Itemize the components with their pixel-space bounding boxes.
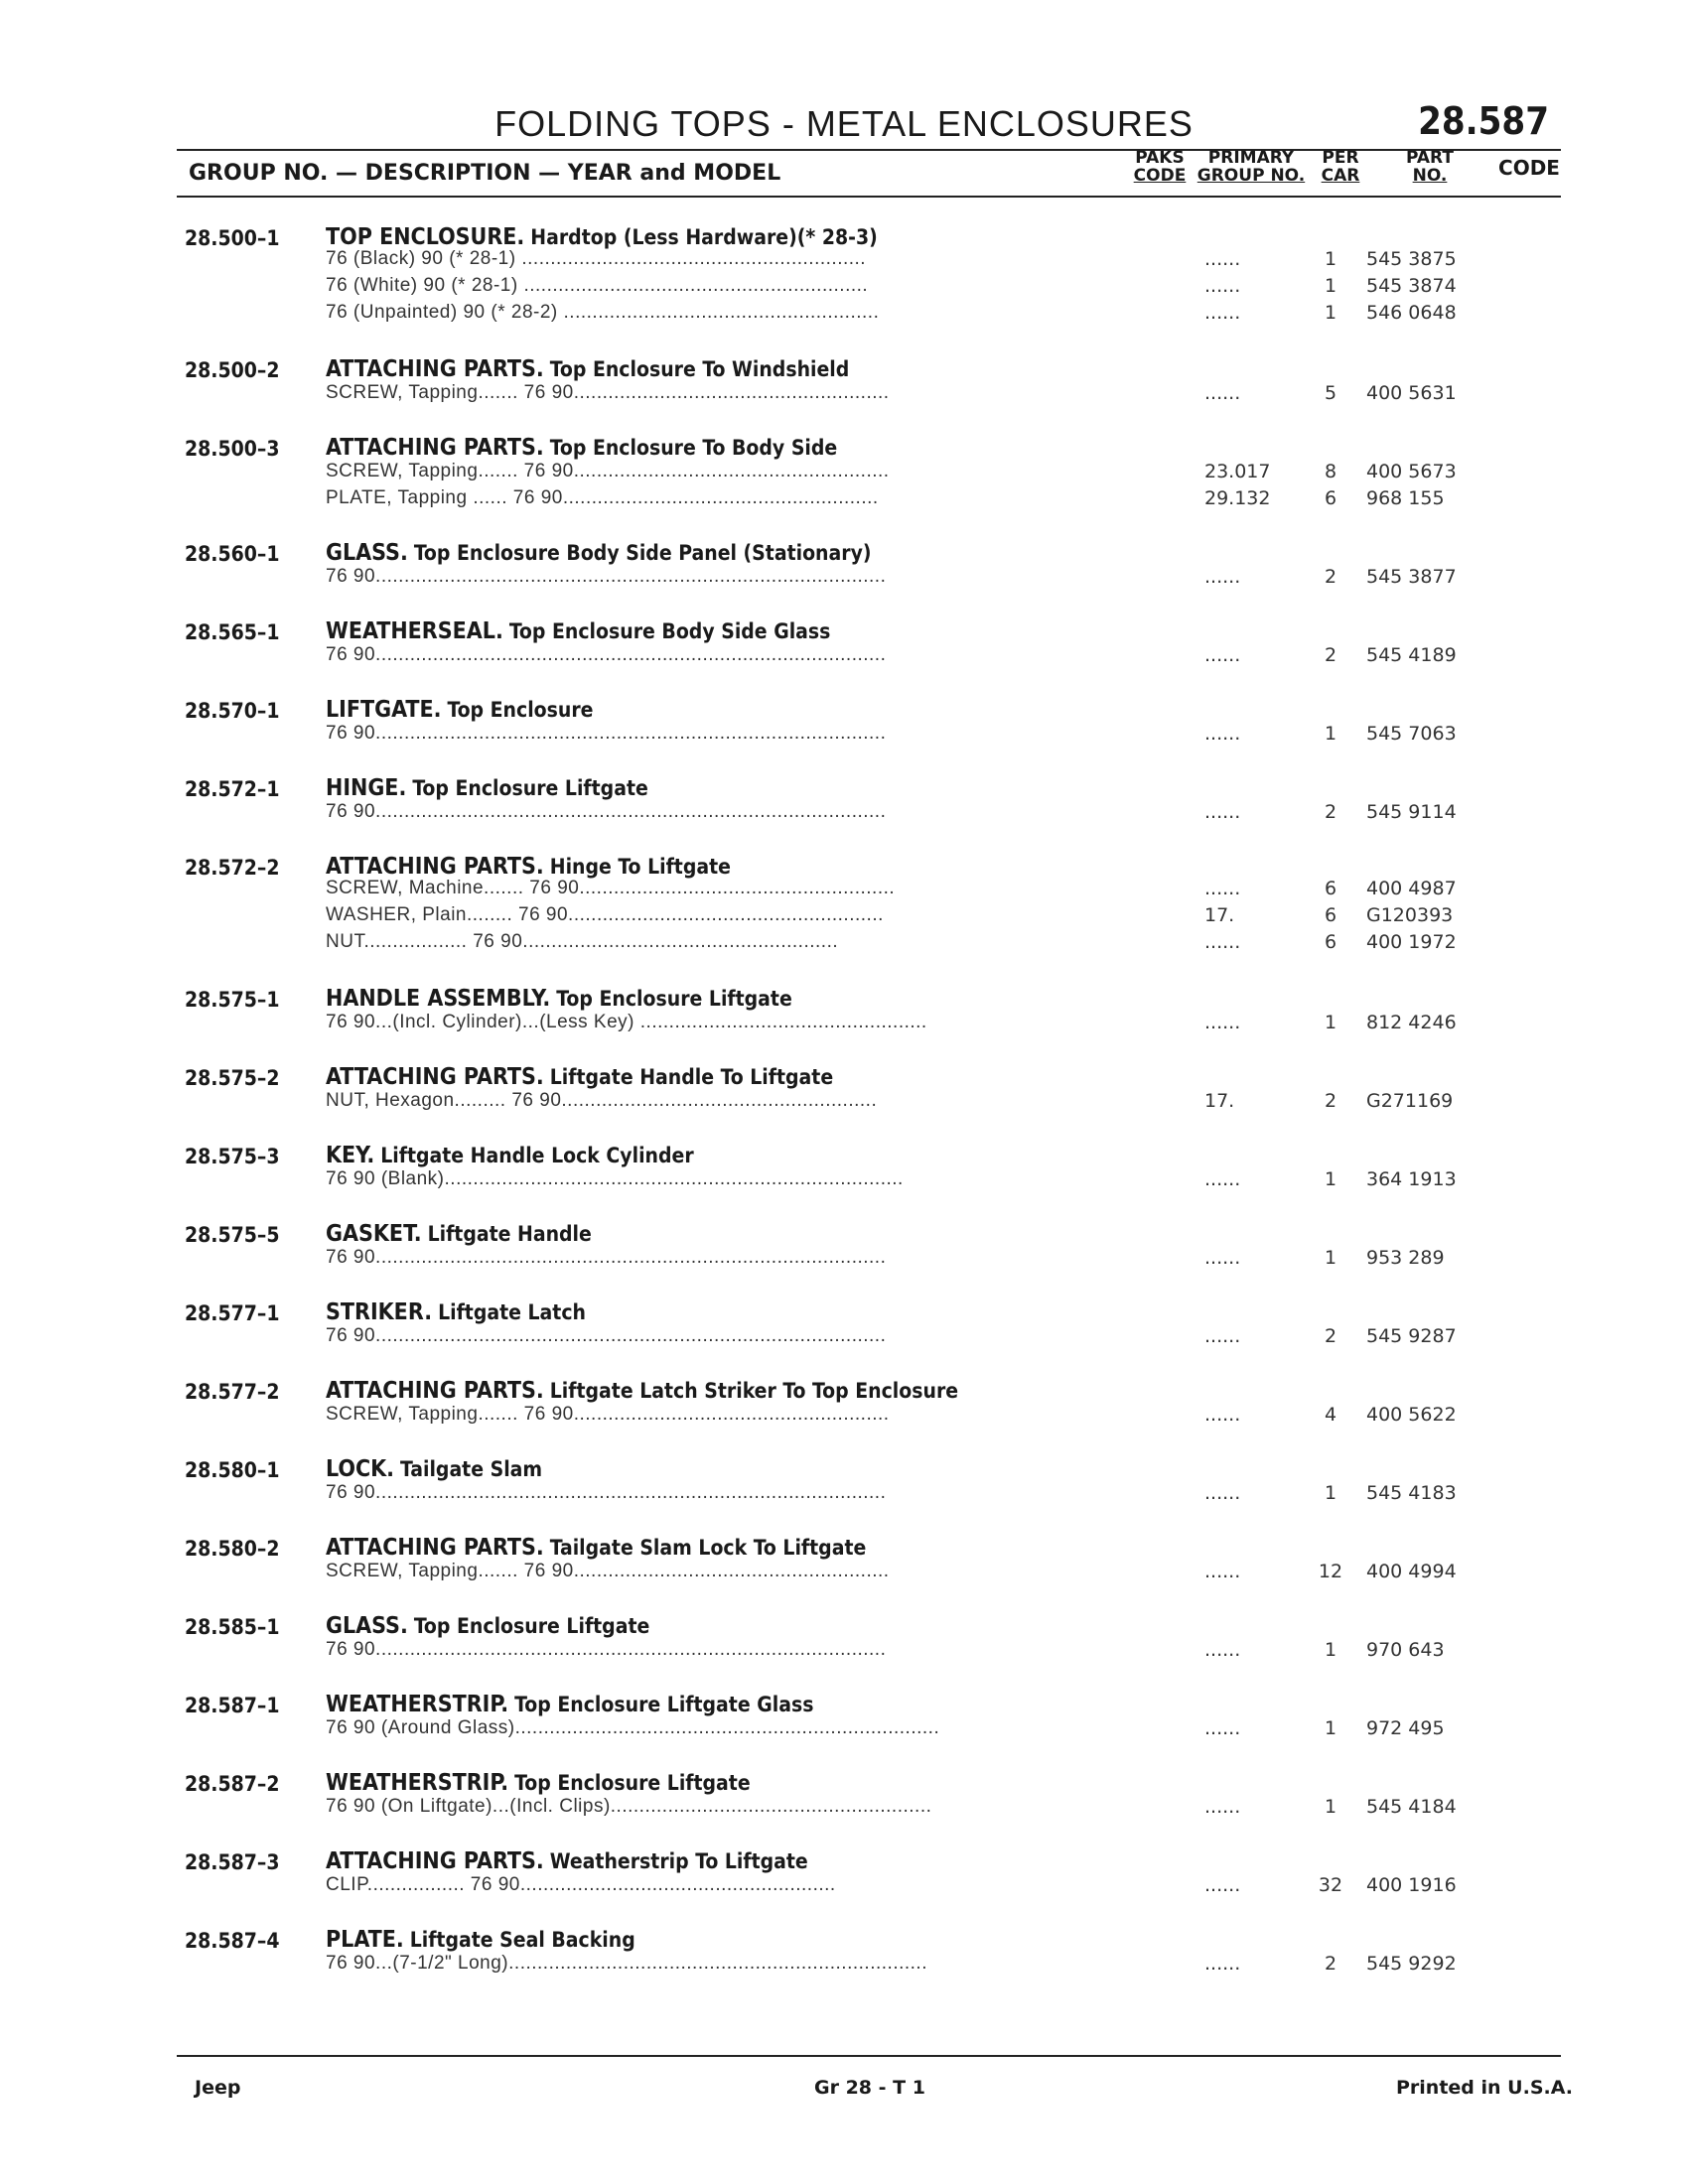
entry-name: HANDLE ASSEMBLY. — [326, 986, 551, 1012]
entry-description: Top Enclosure Liftgate — [514, 1771, 751, 1795]
group-number: 28.500–1 — [185, 226, 280, 250]
line-description: SCREW, Tapping....... 76 90....................................................... — [326, 1561, 890, 1581]
column-header-row — [0, 149, 1688, 195]
line-description: 76 90 (Around Glass).......................................................................... — [326, 1717, 940, 1738]
entry-description: Tailgate Slam Lock To Liftgate — [549, 1536, 867, 1560]
line-description: CLIP................. 76 90....................................................... — [326, 1874, 836, 1895]
entry-title — [326, 435, 837, 461]
part-line — [326, 904, 1557, 931]
part-no: 812 4246 — [1366, 1012, 1457, 1033]
primary-group-no: ...... — [1204, 931, 1241, 953]
part-no: 364 1913 — [1366, 1168, 1457, 1190]
entry-title — [326, 1143, 694, 1168]
per-car: 2 — [1324, 644, 1337, 666]
line-description: 76 90......................................................................................... — [326, 566, 887, 587]
parts-entry — [0, 1772, 1688, 1850]
parts-entry — [0, 1694, 1688, 1772]
group-number: 28.575–1 — [185, 988, 280, 1012]
primary-group-no: 23.017 — [1204, 461, 1271, 482]
line-description: 76 90......................................................................................... — [326, 644, 887, 665]
part-no: 546 0648 — [1366, 302, 1457, 324]
group-number: 28.587–4 — [185, 1929, 280, 1953]
entry-name: HINGE. — [326, 775, 407, 801]
entry-description: Liftgate Latch Striker To Top Enclosure — [549, 1379, 959, 1403]
per-car: 1 — [1324, 302, 1337, 324]
part-line — [326, 1325, 1557, 1352]
part-line — [326, 487, 1557, 514]
entry-title — [326, 1378, 958, 1404]
per-car: 2 — [1324, 801, 1337, 823]
part-line — [326, 1012, 1557, 1038]
primary-group-no: ...... — [1204, 382, 1241, 404]
per-car: 2 — [1324, 566, 1337, 588]
group-number: 28.585–1 — [185, 1615, 280, 1639]
parts-entry — [0, 1066, 1688, 1145]
primary-group-no: ...... — [1204, 1482, 1241, 1504]
per-car: 1 — [1324, 1012, 1337, 1033]
part-line — [326, 723, 1557, 750]
header-bottom-rule — [177, 196, 1561, 198]
part-line — [326, 566, 1557, 593]
entry-name: KEY. — [326, 1143, 375, 1168]
part-no: 400 4994 — [1366, 1561, 1457, 1582]
entry-name: ATTACHING PARTS. — [326, 1378, 544, 1404]
header-primary-line1: PRIMARY — [1207, 148, 1295, 168]
entry-description: Top Enclosure Liftgate — [413, 1614, 650, 1638]
part-no: 400 1972 — [1366, 931, 1457, 953]
group-number: 28.580–1 — [185, 1458, 280, 1482]
group-number: 28.572–2 — [185, 856, 280, 880]
part-no: G271169 — [1366, 1090, 1454, 1112]
header-code: CODE — [1498, 156, 1560, 180]
part-no: 968 155 — [1366, 487, 1445, 509]
parts-entry — [0, 856, 1688, 988]
part-no: 545 3874 — [1366, 275, 1457, 297]
header-primary-group — [1196, 149, 1306, 185]
header-description: GROUP NO. — DESCRIPTION — YEAR and MODEL — [189, 161, 781, 186]
entry-name: PLATE. — [326, 1927, 404, 1953]
entry-description: Top Enclosure Liftgate Glass — [514, 1693, 814, 1716]
parts-entry — [0, 1301, 1688, 1380]
line-description: PLATE, Tapping ...... 76 90....................................................... — [326, 487, 879, 508]
primary-group-no: ...... — [1204, 1247, 1241, 1269]
entry-title — [326, 356, 849, 382]
header-per-line1: PER — [1322, 148, 1359, 168]
per-car: 1 — [1324, 723, 1337, 745]
part-line — [326, 1482, 1557, 1509]
part-line — [326, 302, 1557, 329]
line-description: NUT, Hexagon......... 76 90....................................................... — [326, 1090, 878, 1111]
entry-description: Liftgate Handle To Liftgate — [549, 1065, 834, 1089]
primary-group-no: ...... — [1204, 1012, 1241, 1033]
entry-description: Liftgate Seal Backing — [409, 1928, 635, 1952]
line-description: SCREW, Machine....... 76 90....................................................... — [326, 878, 896, 898]
entry-name: GASKET. — [326, 1221, 422, 1247]
part-no: 953 289 — [1366, 1247, 1445, 1269]
entry-title — [326, 1770, 751, 1796]
line-description: 76 90......................................................................................... — [326, 801, 887, 822]
per-car: 4 — [1324, 1404, 1337, 1426]
part-no: 545 9292 — [1366, 1953, 1457, 1975]
group-number: 28.500–2 — [185, 358, 280, 382]
group-number: 28.575–2 — [185, 1066, 280, 1090]
parts-entry — [0, 1380, 1688, 1458]
part-no: G120393 — [1366, 904, 1454, 926]
line-description: SCREW, Tapping....... 76 90....................................................... — [326, 382, 890, 403]
parts-entry — [0, 437, 1688, 542]
parts-entry — [0, 1145, 1688, 1223]
part-line — [326, 1090, 1557, 1117]
entry-name: WEATHERSTRIP. — [326, 1692, 509, 1717]
primary-group-no: ...... — [1204, 878, 1241, 899]
line-description: 76 90 (On Liftgate)...(Incl. Clips)........................................................ — [326, 1796, 932, 1817]
part-line — [326, 461, 1557, 487]
per-car: 2 — [1324, 1325, 1337, 1347]
parts-entry — [0, 1929, 1688, 2007]
primary-group-no: ...... — [1204, 1874, 1241, 1896]
group-number: 28.575–5 — [185, 1223, 280, 1247]
parts-entry — [0, 988, 1688, 1066]
line-description: 76 90 (Blank)................................................................................ — [326, 1168, 904, 1189]
entry-description: Liftgate Handle Lock Cylinder — [380, 1144, 694, 1167]
line-description: SCREW, Tapping....... 76 90....................................................... — [326, 461, 890, 481]
entry-description: Top Enclosure Body Side Panel (Stationary) — [413, 541, 872, 565]
primary-group-no: ...... — [1204, 801, 1241, 823]
part-no: 545 4184 — [1366, 1796, 1457, 1818]
footer-printed: Printed in U.S.A. — [1396, 2077, 1573, 2099]
part-no: 545 7063 — [1366, 723, 1457, 745]
footer-brand: Jeep — [195, 2077, 241, 2099]
line-description: 76 90...(Incl. Cylinder)...(Less Key) .................................................. — [326, 1012, 927, 1032]
header-primary-line2: GROUP NO. — [1196, 166, 1306, 186]
line-description: 76 90......................................................................................... — [326, 1639, 887, 1660]
per-car: 2 — [1324, 1090, 1337, 1112]
entry-title — [326, 854, 731, 880]
parts-entry — [0, 1615, 1688, 1694]
entry-description: Top Enclosure Body Side Glass — [508, 619, 831, 643]
entry-title — [326, 1692, 813, 1717]
primary-group-no: ...... — [1204, 1953, 1241, 1975]
line-description: NUT.................. 76 90....................................................... — [326, 931, 839, 952]
entry-title — [326, 1848, 808, 1874]
part-line — [326, 644, 1557, 671]
per-car: 1 — [1324, 1168, 1337, 1190]
entry-name: GLASS. — [326, 1613, 408, 1639]
group-number: 28.565–1 — [185, 620, 280, 644]
part-no: 400 5631 — [1366, 382, 1457, 404]
entry-name: ATTACHING PARTS. — [326, 1848, 544, 1874]
entry-description: Tailgate Slam — [400, 1457, 543, 1481]
header-part-line1: PART — [1406, 148, 1454, 168]
group-number: 28.572–1 — [185, 777, 280, 801]
primary-group-no: ...... — [1204, 566, 1241, 588]
group-number: 28.577–1 — [185, 1301, 280, 1325]
part-no: 545 9114 — [1366, 801, 1457, 823]
entry-title — [326, 618, 830, 644]
entry-title — [326, 1221, 592, 1247]
per-car: 32 — [1318, 1874, 1343, 1896]
parts-entry — [0, 1850, 1688, 1929]
primary-group-no: ...... — [1204, 275, 1241, 297]
entry-title — [326, 1456, 542, 1482]
part-line — [326, 1168, 1557, 1195]
part-no: 972 495 — [1366, 1717, 1445, 1739]
entry-name: ATTACHING PARTS. — [326, 854, 544, 880]
parts-entry — [0, 542, 1688, 620]
group-number: 28.560–1 — [185, 542, 280, 566]
line-description: 76 (White) 90 (* 28-1) ............................................................ — [326, 275, 869, 296]
line-description: 76 (Unpainted) 90 (* 28-2) ....................................................... — [326, 302, 880, 323]
primary-group-no: ...... — [1204, 302, 1241, 324]
per-car: 1 — [1324, 248, 1337, 270]
entry-description: Top Enclosure Liftgate — [556, 987, 792, 1011]
entry-title — [326, 224, 878, 250]
header-per-car — [1311, 149, 1370, 185]
entry-name: WEATHERSEAL. — [326, 618, 503, 644]
parts-entry — [0, 777, 1688, 856]
part-no: 545 3877 — [1366, 566, 1457, 588]
part-line — [326, 1404, 1557, 1431]
group-number: 28.570–1 — [185, 699, 280, 723]
entry-name: STRIKER. — [326, 1299, 433, 1325]
entry-title — [326, 1535, 866, 1561]
line-description: SCREW, Tapping....... 76 90....................................................... — [326, 1404, 890, 1425]
parts-entry — [0, 699, 1688, 777]
entry-title — [326, 697, 594, 723]
part-no: 545 9287 — [1366, 1325, 1457, 1347]
part-line — [326, 1717, 1557, 1744]
part-no: 400 1916 — [1366, 1874, 1457, 1896]
part-line — [326, 1247, 1557, 1274]
page-title: FOLDING TOPS - METAL ENCLOSURES — [494, 103, 1194, 144]
entry-name: GLASS. — [326, 540, 408, 566]
per-car: 1 — [1324, 1482, 1337, 1504]
entry-description: Liftgate Latch — [438, 1300, 586, 1324]
parts-entry — [0, 1223, 1688, 1301]
group-number: 28.500–3 — [185, 437, 280, 461]
per-car: 1 — [1324, 1717, 1337, 1739]
part-no: 545 4183 — [1366, 1482, 1457, 1504]
per-car: 1 — [1324, 1247, 1337, 1269]
entry-name: WEATHERSTRIP. — [326, 1770, 509, 1796]
entry-name: ATTACHING PARTS. — [326, 1535, 544, 1561]
part-no: 400 5622 — [1366, 1404, 1457, 1426]
line-description: WASHER, Plain........ 76 90....................................................... — [326, 904, 884, 925]
header-paks-line1: PAKS — [1135, 148, 1185, 168]
primary-group-no: ...... — [1204, 1561, 1241, 1582]
primary-group-no: 17. — [1204, 904, 1235, 926]
part-line — [326, 931, 1557, 958]
part-line — [326, 1561, 1557, 1587]
per-car: 6 — [1324, 904, 1337, 926]
entry-description: Liftgate Handle — [427, 1222, 592, 1246]
entry-name: TOP ENCLOSURE. — [326, 224, 525, 250]
line-description: 76 90......................................................................................... — [326, 1247, 887, 1268]
page-number: 28.587 — [1418, 99, 1549, 143]
per-car: 12 — [1318, 1561, 1343, 1582]
header-per-line2: CAR — [1321, 166, 1360, 186]
part-line — [326, 1953, 1557, 1979]
per-car: 6 — [1324, 931, 1337, 953]
entry-title — [326, 986, 792, 1012]
entry-description: Weatherstrip To Liftgate — [549, 1849, 808, 1873]
entry-description: Hardtop (Less Hardware)(* 28-3) — [530, 225, 878, 249]
line-description: 76 90......................................................................................... — [326, 1325, 887, 1346]
parts-list — [0, 226, 1688, 2007]
entry-description: Top Enclosure Liftgate — [412, 776, 648, 800]
entry-title — [326, 1927, 635, 1953]
entry-description: Hinge To Liftgate — [549, 855, 731, 879]
part-line — [326, 1796, 1557, 1823]
parts-entry — [0, 1537, 1688, 1615]
primary-group-no: ...... — [1204, 1639, 1241, 1661]
entry-title — [326, 1064, 833, 1090]
entry-name: ATTACHING PARTS. — [326, 356, 544, 382]
parts-entry — [0, 620, 1688, 699]
footer-rule — [177, 2055, 1561, 2057]
entry-name: ATTACHING PARTS. — [326, 1064, 544, 1090]
header-paks-line2: CODE — [1133, 166, 1187, 186]
line-description: 76 90...(7-1/2" Long)......................................................................... — [326, 1953, 927, 1974]
per-car: 2 — [1324, 1953, 1337, 1975]
primary-group-no: ...... — [1204, 644, 1241, 666]
per-car: 6 — [1324, 878, 1337, 899]
header-part-no — [1385, 149, 1475, 185]
parts-entry — [0, 1458, 1688, 1537]
primary-group-no: ...... — [1204, 723, 1241, 745]
part-no: 970 643 — [1366, 1639, 1445, 1661]
entry-title — [326, 1299, 586, 1325]
part-line — [326, 801, 1557, 828]
header-paks-code — [1120, 149, 1199, 185]
per-car: 1 — [1324, 1796, 1337, 1818]
entry-description: Top Enclosure To Body Side — [549, 436, 838, 460]
part-line — [326, 382, 1557, 409]
group-number: 28.580–2 — [185, 1537, 280, 1561]
part-line — [326, 878, 1557, 904]
entry-name: ATTACHING PARTS. — [326, 435, 544, 461]
line-description: 76 90......................................................................................... — [326, 1482, 887, 1503]
part-no: 400 5673 — [1366, 461, 1457, 482]
parts-entry — [0, 358, 1688, 437]
part-no: 400 4987 — [1366, 878, 1457, 899]
parts-entry — [0, 226, 1688, 358]
entry-name: LOCK. — [326, 1456, 395, 1482]
group-number: 28.587–3 — [185, 1850, 280, 1874]
line-description: 76 (Black) 90 (* 28-1) ............................................................ — [326, 248, 867, 269]
part-no: 545 4189 — [1366, 644, 1457, 666]
per-car: 6 — [1324, 487, 1337, 509]
footer-group-ref: Gr 28 - T 1 — [814, 2077, 925, 2099]
entry-title — [326, 1613, 649, 1639]
primary-group-no: ...... — [1204, 248, 1241, 270]
header-part-line2: NO. — [1412, 166, 1448, 186]
line-description: 76 90......................................................................................... — [326, 723, 887, 744]
primary-group-no: ...... — [1204, 1717, 1241, 1739]
primary-group-no: 17. — [1204, 1090, 1235, 1112]
part-no: 545 3875 — [1366, 248, 1457, 270]
primary-group-no: ...... — [1204, 1796, 1241, 1818]
entry-title — [326, 775, 648, 801]
entry-name: LIFTGATE. — [326, 697, 442, 723]
part-line — [326, 248, 1557, 275]
primary-group-no: ...... — [1204, 1168, 1241, 1190]
entry-title — [326, 540, 872, 566]
primary-group-no: ...... — [1204, 1325, 1241, 1347]
primary-group-no: 29.132 — [1204, 487, 1271, 509]
entry-description: Top Enclosure To Windshield — [549, 357, 850, 381]
part-line — [326, 1639, 1557, 1666]
part-line — [326, 1874, 1557, 1901]
per-car: 1 — [1324, 275, 1337, 297]
per-car: 5 — [1324, 382, 1337, 404]
group-number: 28.587–2 — [185, 1772, 280, 1796]
per-car: 8 — [1324, 461, 1337, 482]
group-number: 28.575–3 — [185, 1145, 280, 1168]
entry-description: Top Enclosure — [447, 698, 594, 722]
group-number: 28.577–2 — [185, 1380, 280, 1404]
primary-group-no: ...... — [1204, 1404, 1241, 1426]
per-car: 1 — [1324, 1639, 1337, 1661]
part-line — [326, 275, 1557, 302]
group-number: 28.587–1 — [185, 1694, 280, 1717]
